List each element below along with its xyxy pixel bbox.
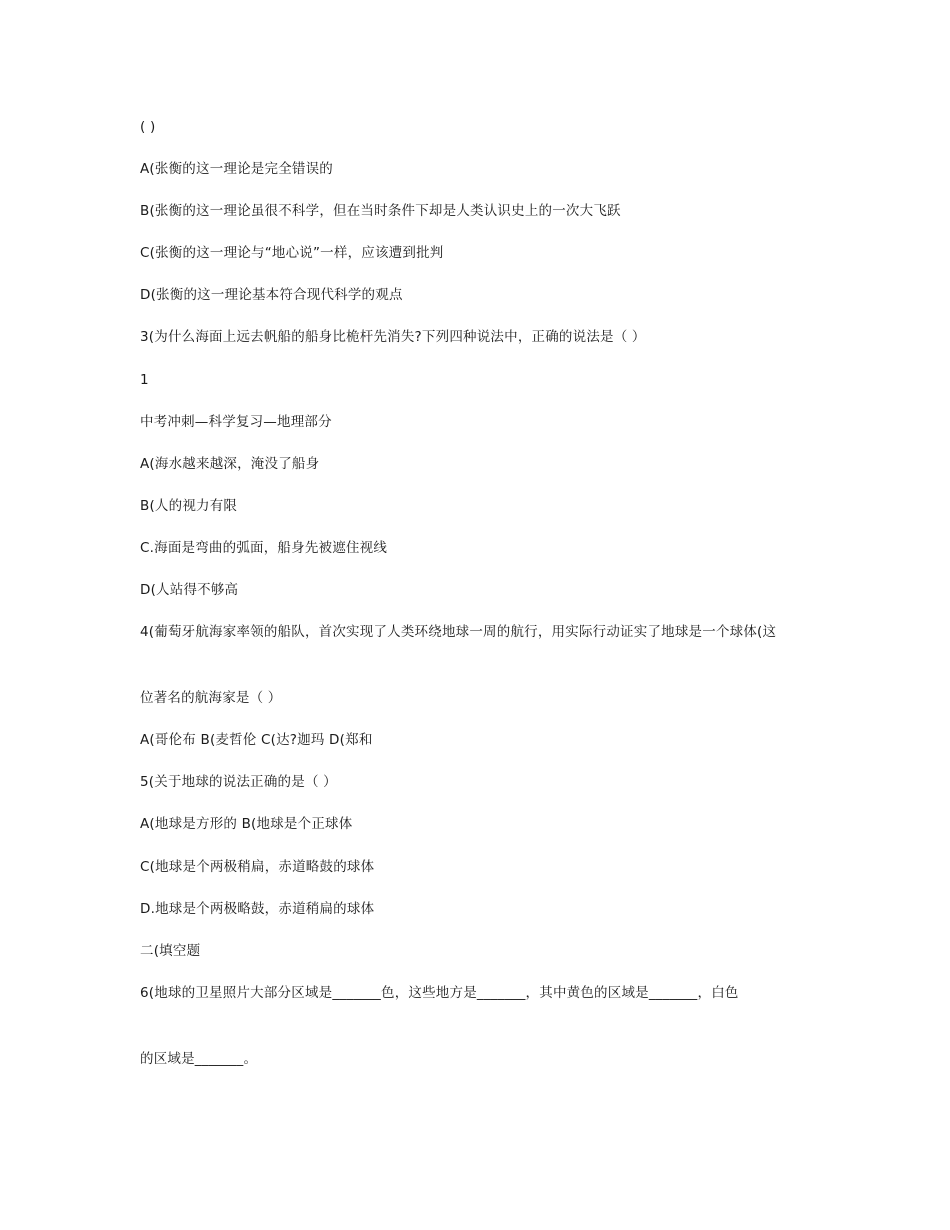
q5-option-d: D.地球是个两极略鼓，赤道稍扁的球体 [140,901,375,917]
q3-option-a: A(海水越来越深，淹没了船身 [140,456,320,472]
section-heading: 二(填空题 [140,943,201,959]
option-c: C(张衡的这一理论与“地心说”一样，应该遭到批判 [140,245,444,261]
q5-options-ab: A(地球是方形的 B(地球是个正球体 [140,816,353,832]
answer-paren: ( ) [140,119,156,135]
q4-options: A(哥伦布 B(麦哲伦 C(达?迦玛 D(郑和 [140,732,373,748]
question-5: 5(关于地球的说法正确的是（ ） [140,774,337,790]
q3-option-d: D(人站得不够高 [140,582,239,598]
option-d: D(张衡的这一理论基本符合现代科学的观点 [140,287,403,303]
question-4: 4(葡萄牙航海家率领的船队，首次实现了人类环绕地球一周的航行，用实际行动证实了地球是一个球体(这 [140,624,777,640]
option-a: A(张衡的这一理论是完全错误的 [140,161,334,177]
page-number: 1 [140,372,149,388]
q3-option-c: C.海面是弯曲的弧面，船身先被遮住视线 [140,540,388,556]
question-4-cont: 位著名的航海家是（ ） [140,690,282,706]
q5-option-c: C(地球是个两极稍扁，赤道略鼓的球体 [140,859,375,875]
option-b: B(张衡的这一理论虽很不科学，但在当时条件下却是人类认识史上的一次大飞跃 [140,203,621,219]
question-3: 3(为什么海面上远去帆船的船身比桅杆先消失?下列四种说法中，正确的说法是（ ） [140,329,646,345]
q3-option-b: B(人的视力有限 [140,498,238,514]
question-6: 6(地球的卫星照片大部分区域是_______色，这些地方是_______，其中黄色的区域是_______，白色 [140,985,739,1001]
question-6-cont: 的区域是_______。 [140,1051,258,1067]
running-header: 中考冲刺—科学复习—地理部分 [140,414,332,430]
